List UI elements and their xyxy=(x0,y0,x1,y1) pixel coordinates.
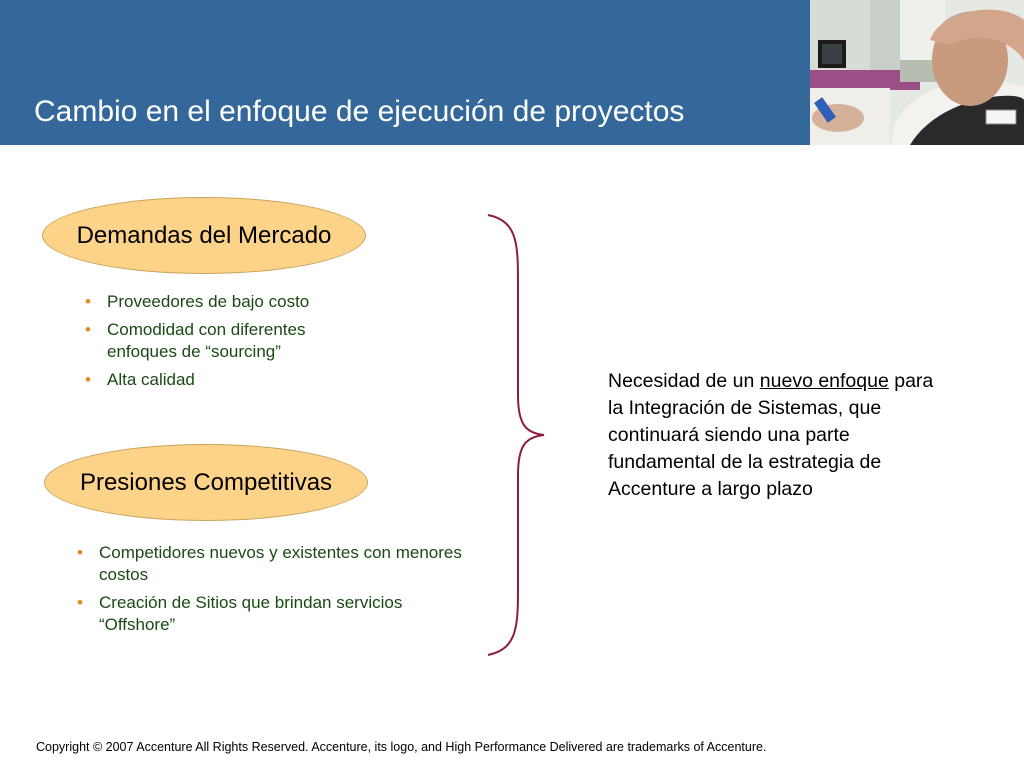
bullet-icon: • xyxy=(85,320,91,339)
bullet-text: Comodidad con diferentes enfoques de “sourcing” xyxy=(107,320,306,361)
curly-brace-icon xyxy=(478,205,558,665)
market-demands-list xyxy=(85,291,375,397)
bullet-icon: • xyxy=(77,543,83,562)
bullet-text: Alta calidad xyxy=(107,370,195,389)
competitive-pressures-oval xyxy=(44,444,368,521)
market-demands-heading: Demandas del Mercado xyxy=(76,221,332,249)
bullet-text: Creación de Sitios que brindan servicios “Offshore” xyxy=(99,593,403,634)
bullet-icon: • xyxy=(77,593,83,612)
market-demands-oval xyxy=(42,197,366,274)
list-item xyxy=(85,319,375,363)
list-item xyxy=(85,291,375,313)
conclusion-emphasis: nuevo enfoque xyxy=(759,370,889,392)
copyright-footer: Copyright © 2007 Accenture All Rights Reserved. Accenture, its logo, and High Performance Delivered are trademarks of Accenture. xyxy=(36,740,767,754)
list-item xyxy=(77,592,467,636)
header-photo xyxy=(810,0,1024,145)
office-worker-illustration xyxy=(810,0,1024,145)
bullet-text: Competidores nuevos y existentes con menores costos xyxy=(99,543,462,584)
conclusion-lead: Necesidad de un xyxy=(608,370,760,392)
conclusion-text xyxy=(608,368,948,503)
list-item xyxy=(85,369,375,391)
competitive-pressures-heading: Presiones Competitivas xyxy=(79,468,333,496)
list-item xyxy=(77,542,467,586)
bullet-icon: • xyxy=(85,370,91,389)
competitive-pressures-list xyxy=(77,542,467,642)
bullet-text: Proveedores de bajo costo xyxy=(107,292,310,311)
slide-title: Cambio en el enfoque de ejecución de proyectos xyxy=(34,95,685,128)
bullet-icon: • xyxy=(85,292,91,311)
conclusion-rest: para la Integración de Sistemas, que continuará siendo una parte fundamental de la estrategia de Accenture a largo plazo xyxy=(608,370,934,500)
title-banner xyxy=(0,0,810,145)
